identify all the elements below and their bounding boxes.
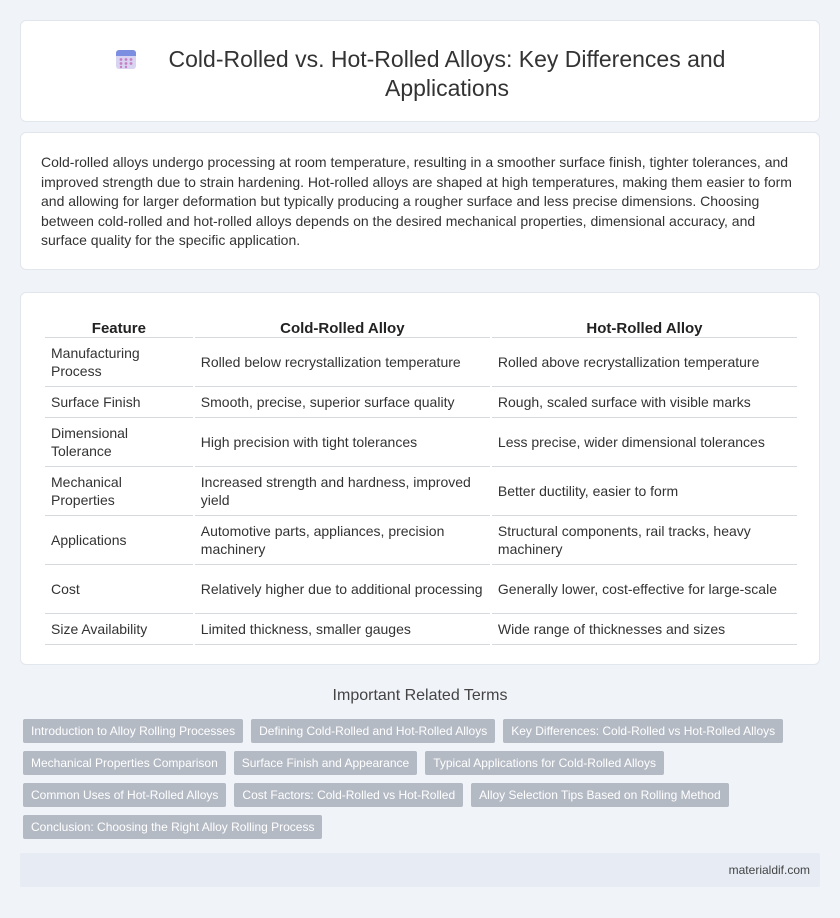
table-row — [45, 516, 797, 565]
page-title — [21, 45, 819, 103]
cell-cold-rolled: Automotive parts, appliances, precision machinery — [195, 516, 490, 565]
cell-feature: Mechanical Properties — [45, 467, 193, 516]
table-row — [45, 387, 797, 418]
related-terms-list — [23, 719, 813, 847]
column-header-hot-rolled: Hot-Rolled Alloy — [492, 313, 797, 338]
cell-feature: Applications — [45, 516, 193, 565]
tag-row — [23, 751, 813, 775]
cell-hot-rolled: Wide range of thicknesses and sizes — [492, 614, 797, 645]
intro-card — [20, 132, 820, 270]
related-term-tag[interactable]: Surface Finish and Appearance — [234, 751, 417, 775]
page-title-text: Cold-Rolled vs. Hot-Rolled Alloys: Key Differences and Applications — [168, 46, 726, 101]
related-term-tag[interactable]: Cost Factors: Cold-Rolled vs Hot-Rolled — [234, 783, 463, 807]
cell-feature: Manufacturing Process — [45, 338, 193, 387]
footer — [20, 853, 820, 887]
cell-cold-rolled: High precision with tight tolerances — [195, 418, 490, 467]
table-row — [45, 338, 797, 387]
cell-hot-rolled: Less precise, wider dimensional tolerances — [492, 418, 797, 467]
cell-cold-rolled: Smooth, precise, superior surface quality — [195, 387, 490, 418]
cell-feature: Cost — [45, 565, 193, 614]
cell-hot-rolled: Structural components, rail tracks, heavy machinery — [492, 516, 797, 565]
site-name[interactable]: materialdif.com — [728, 863, 810, 877]
related-term-tag[interactable]: Defining Cold-Rolled and Hot-Rolled Alloys — [251, 719, 495, 743]
table-row — [45, 418, 797, 467]
related-term-tag[interactable]: Common Uses of Hot-Rolled Alloys — [23, 783, 226, 807]
column-header-cold-rolled: Cold-Rolled Alloy — [195, 313, 490, 338]
table-row — [45, 565, 797, 614]
intro-paragraph: Cold-rolled alloys undergo processing at room temperature, resulting in a smoother surface finish, tighter tolerances, and improved strength due to strain hardening. Hot-rolled alloys are shaped at high temperatures, making them easier to form and allowing for larger deformation but typically producing a rougher surface and less precise dimensions. Choosing between cold-rolled and hot-rolled alloys depends on the desired mechanical properties, dimensional accuracy, and surface quality for the specific application. — [41, 154, 792, 248]
related-term-tag[interactable]: Introduction to Alloy Rolling Processes — [23, 719, 243, 743]
cell-cold-rolled: Relatively higher due to additional processing — [195, 565, 490, 614]
cell-feature: Dimensional Tolerance — [45, 418, 193, 467]
related-term-tag[interactable]: Conclusion: Choosing the Right Alloy Rolling Process — [23, 815, 322, 839]
related-term-tag[interactable]: Typical Applications for Cold-Rolled Alloys — [425, 751, 664, 775]
tag-row — [23, 815, 813, 839]
column-header-feature: Feature — [45, 313, 193, 338]
cell-cold-rolled: Limited thickness, smaller gauges — [195, 614, 490, 645]
cell-feature: Surface Finish — [45, 387, 193, 418]
comparison-table — [43, 313, 799, 645]
cell-cold-rolled: Rolled below recrystallization temperature — [195, 338, 490, 387]
cell-hot-rolled: Rough, scaled surface with visible marks — [492, 387, 797, 418]
tag-row — [23, 783, 813, 807]
table-row — [45, 614, 797, 645]
related-term-tag[interactable]: Key Differences: Cold-Rolled vs Hot-Rolled Alloys — [503, 719, 783, 743]
table-row — [45, 467, 797, 516]
related-term-tag[interactable]: Mechanical Properties Comparison — [23, 751, 226, 775]
cell-cold-rolled: Increased strength and hardness, improved yield — [195, 467, 490, 516]
table-header-row — [45, 313, 797, 338]
cell-hot-rolled: Rolled above recrystallization temperature — [492, 338, 797, 387]
tag-row — [23, 719, 813, 743]
cell-feature: Size Availability — [45, 614, 193, 645]
related-term-tag[interactable]: Alloy Selection Tips Based on Rolling Method — [471, 783, 728, 807]
cell-hot-rolled: Better ductility, easier to form — [492, 467, 797, 516]
cell-hot-rolled: Generally lower, cost-effective for large-scale — [492, 565, 797, 614]
comparison-table-card — [20, 292, 820, 665]
header-card — [20, 20, 820, 122]
related-terms-heading: Important Related Terms — [332, 687, 508, 704]
